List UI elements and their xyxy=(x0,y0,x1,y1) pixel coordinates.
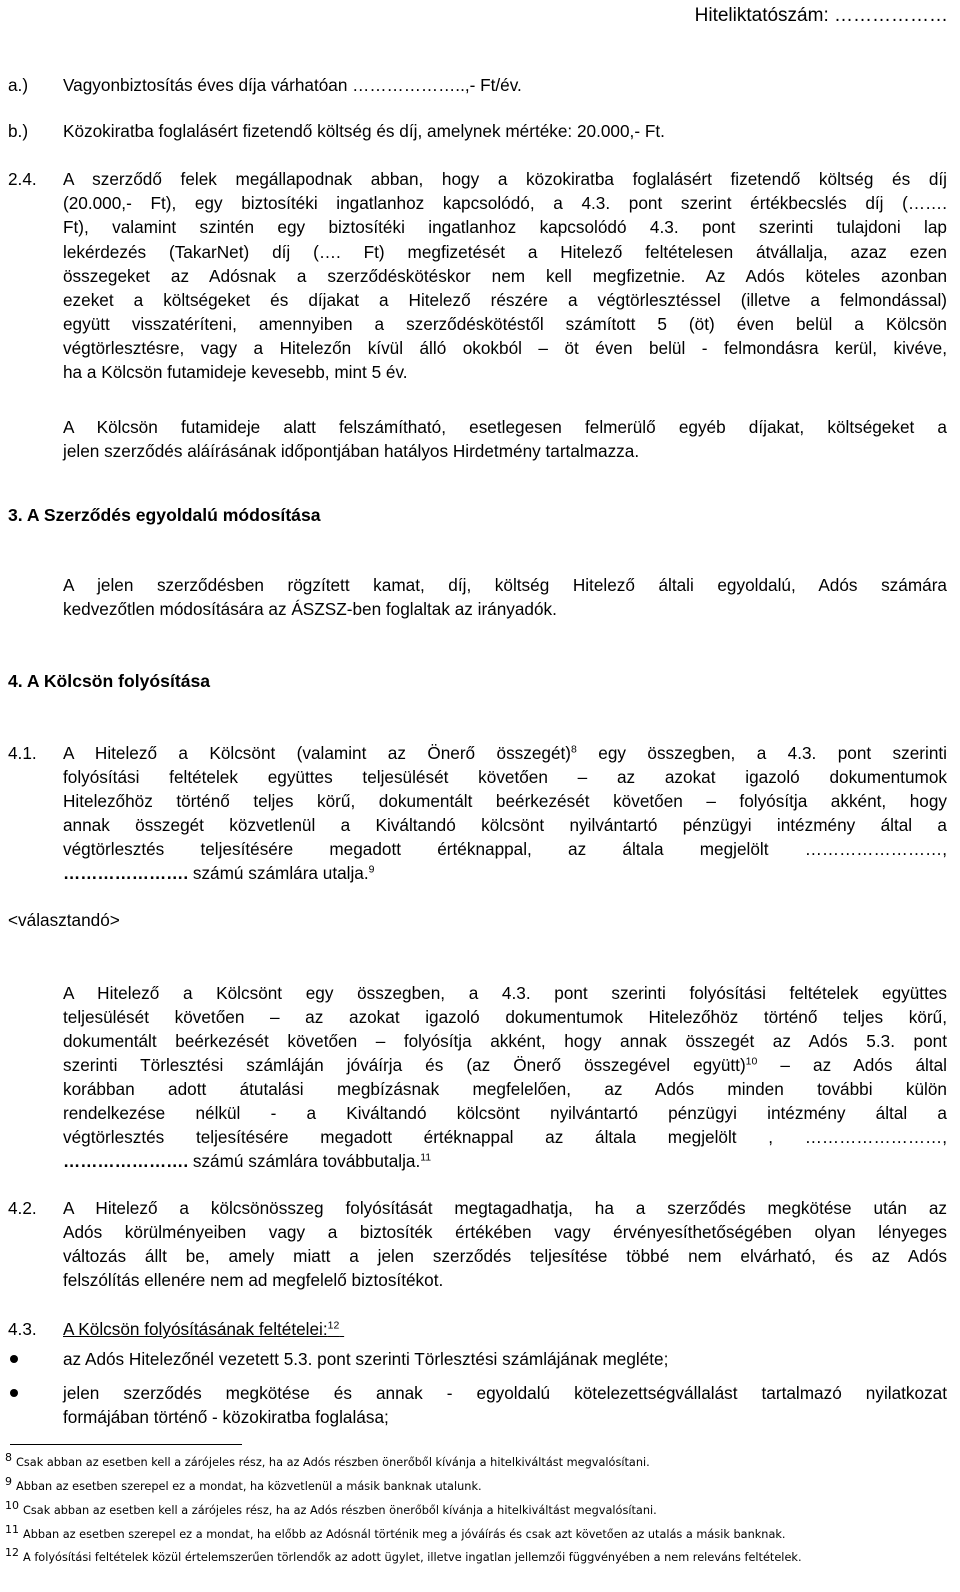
section-2-4-line: végtörlesztésre, vagy a Hitelezőn kívül álló okokból – öt éven belül - felmondásra kerül, kivéve, xyxy=(63,338,947,358)
alt-paragraph-line: rendelkezése nélkül - a Kiváltandó kölcsönt nyilvántartó pénzügyi intézmény által a xyxy=(63,1103,947,1123)
section-2-4-line: Ft), valamint szintén egy biztosítéki ingatlanhoz kapcsolódó 4.3. pont szerinti tulajdoni lap xyxy=(63,217,947,237)
footnote-ref-12: 12 xyxy=(327,1319,340,1332)
section-4-1-line: annak összegét közvetlenül a Kiváltandó kölcsönt nyilvántartó pénzügyi intézmény által a xyxy=(63,815,947,835)
section-4-1-last-line: …………………. számú számlára utalja.$^9$ xyxy=(63,863,375,883)
item-b-text: Közokiratba foglalásért fizetendő költség és díj, amelynek mértéke: 20.000,- Ft. xyxy=(63,121,665,141)
bullet-icon xyxy=(10,1389,18,1397)
footnote: 11 Abban az esetben szerepel ez a mondat, ha előbb az Adósnál történik meg a jóváírás és csak azt követően az utalás a másik banknak. xyxy=(5,1523,786,1541)
footnote: 9 Abban az esetben szerepel ez a mondat, ha közvetlenül a másik banknak utalunk. xyxy=(5,1475,482,1493)
section-2-4-line: együtt visszatéríteni, amennyiben a szerződéskötéstől számított 5 (öt) éven belül a Kölcsön xyxy=(63,314,947,334)
section-4-1-line: végtörlesztés teljesítésére megadott értéknappal, az általa megjelölt ……………………, xyxy=(63,839,947,859)
section-2-4-line: lekérdezés (TakarNet) díj (…. Ft) megfizetését a Hitelező feltételesen átvállalja, azaz ezen xyxy=(63,242,947,262)
footnote-ref-10: 10 xyxy=(745,1055,758,1068)
section-3-title: 3. A Szerződés egyoldalú módosítása xyxy=(8,505,321,525)
footnote-separator xyxy=(10,1444,242,1445)
section-4-1-line1: A Hitelező a Kölcsönt (valamint az Önerő összegét)$^8$ egy összegben, a 4.3. pont szerinti xyxy=(63,743,947,763)
condition-item: jelen szerződés megkötése és annak - egyoldalú kötelezettségvállalást tartalmazó nyilatkozat xyxy=(63,1383,947,1403)
alt-paragraph-line: végtörlesztés teljesítésére megadott értéknappal az általa megjelölt , ……………………, xyxy=(63,1127,947,1147)
alt-paragraph-line: teljesülését követően – az azokat igazoló dokumentumok Hitelezőhöz történő teljes körű, xyxy=(63,1007,947,1027)
section-4-2-line: felszólítás ellenére nem ad megfelelő biztosítékot. xyxy=(63,1270,444,1290)
section-3-line: kedvezőtlen módosítására az ÁSZSZ-ben foglaltak az irányadók. xyxy=(63,599,557,619)
item-a-label: a.) xyxy=(8,75,29,95)
footnote-ref-9: 9 xyxy=(368,863,375,876)
section-2-4-para2-line: jelen szerződés aláírásának időpontjában hatályos Hirdetmény tartalmazza. xyxy=(63,441,640,461)
alt-paragraph-line: korábban adott átutalási megbízásnak megfelelően, az Adós minden további külön xyxy=(63,1079,947,1099)
credit-number-header: Hiteliktatószám: ……………… xyxy=(694,5,948,26)
item-b-label: b.) xyxy=(8,121,29,141)
condition-item: az Adós Hitelezőnél vezetett 5.3. pont szerinti Törlesztési számlájának megléte; xyxy=(63,1349,669,1369)
section-4-1-line: Hitelezőhöz történő teljes körű, dokumentált beérkezését követően – folyósítja akként, hogy xyxy=(63,791,947,811)
section-4-2-line: A Hitelező a kölcsönösszeg folyósítását megtagadhatja, ha a szerződés megkötése után az xyxy=(63,1198,947,1218)
section-2-4-line: ezeket a költségeket és díjakat a Hitelező részére a végtörlesztéssel (illetve a felmondással) xyxy=(63,290,947,310)
section-4-title: 4. A Kölcsön folyósítása xyxy=(8,671,211,691)
footnote: 10 Csak abban az esetben kell a zárójeles rész, ha az Adós részben önerőből kívánja a hitelkiváltást megvalósítani. xyxy=(5,1499,657,1517)
footnote: 8 Csak abban az esetben kell a zárójeles rész, ha az Adós részben önerőből kívánja a hitelkiváltást megvalósítani. xyxy=(5,1451,650,1469)
choose-marker: <választandó> xyxy=(8,910,120,930)
section-4-2-line: Adós körülményeiben vagy a biztosíték értékében vagy érvényesíthetőségében olyan lényeges xyxy=(63,1222,947,1242)
section-2-4-line: (20.000,- Ft), egy biztosítéki ingatlanhoz kapcsolódó, a 4.3. pont szerint értékbecslés díj (……. xyxy=(63,193,947,213)
bullet-icon xyxy=(10,1355,18,1363)
section-3-line: A jelen szerződésben rögzített kamat, díj, költség Hitelező általi egyoldalú, Adós számára xyxy=(63,575,947,595)
section-2-4-line: összegeket az Adósnak a szerződéskötéskor nem kell megfizetnie. Az Adós köteles azonban xyxy=(63,266,947,286)
section-4-3-title: A Kölcsön folyósításának feltételei:$^{12}$ xyxy=(63,1319,340,1339)
section-2-4-number: 2.4. xyxy=(8,169,37,189)
section-2-4-para2-line: A Kölcsön futamideje alatt felszámítható, esetlegesen felmerülő egyéb díjakat, költségeket a xyxy=(63,417,947,437)
condition-item-continuation: formájában történő - közokiratba foglalása; xyxy=(63,1407,389,1427)
footnote-ref-8: 8 xyxy=(571,743,577,756)
item-a-text: Vagyonbiztosítás éves díja várhatóan ………………..,- Ft/év. xyxy=(63,75,522,95)
alt-paragraph-line4: szerinti Törlesztési számláján jóváírja és (az Önerő összegével együtt)$^{10}$ – az Adós által xyxy=(63,1055,947,1075)
section-4-2-line: változás állt be, amely miatt a jelen szerződés teljesítése többé nem elvárható, és az Adós xyxy=(63,1246,947,1266)
alt-paragraph-line: A Hitelező a Kölcsönt egy összegben, a 4.3. pont szerinti folyósítási feltételek együttes xyxy=(63,983,947,1003)
section-4-3-number: 4.3. xyxy=(8,1319,37,1339)
alt-paragraph-last-line: …………………. számú számlára továbbutalja.$^{11}$ xyxy=(63,1151,432,1171)
section-4-1-line: folyósítási feltételek együttes teljesülését követően – az azokat igazoló dokumentumok xyxy=(63,767,947,787)
footnote: 12 A folyósítási feltételek közül értelemszerűen törlendők az adott ügylet, illetve ingatlan jellemzői függvényében a nem releváns feltételek. xyxy=(5,1546,802,1564)
section-2-4-line: A szerződő felek megállapodnak abban, hogy a közokiratba foglalásért fizetendő költség és díj xyxy=(63,169,947,189)
alt-paragraph-line: dokumentált beérkezését követően – folyósítja akként, hogy annak összegét az Adós 5.3. pont xyxy=(63,1031,947,1051)
section-2-4-line: ha a Kölcsön futamideje kevesebb, mint 5 év. xyxy=(63,362,408,382)
footnote-ref-11: 11 xyxy=(420,1151,432,1164)
section-4-2-number: 4.2. xyxy=(8,1198,37,1218)
section-4-1-number: 4.1. xyxy=(8,743,37,763)
